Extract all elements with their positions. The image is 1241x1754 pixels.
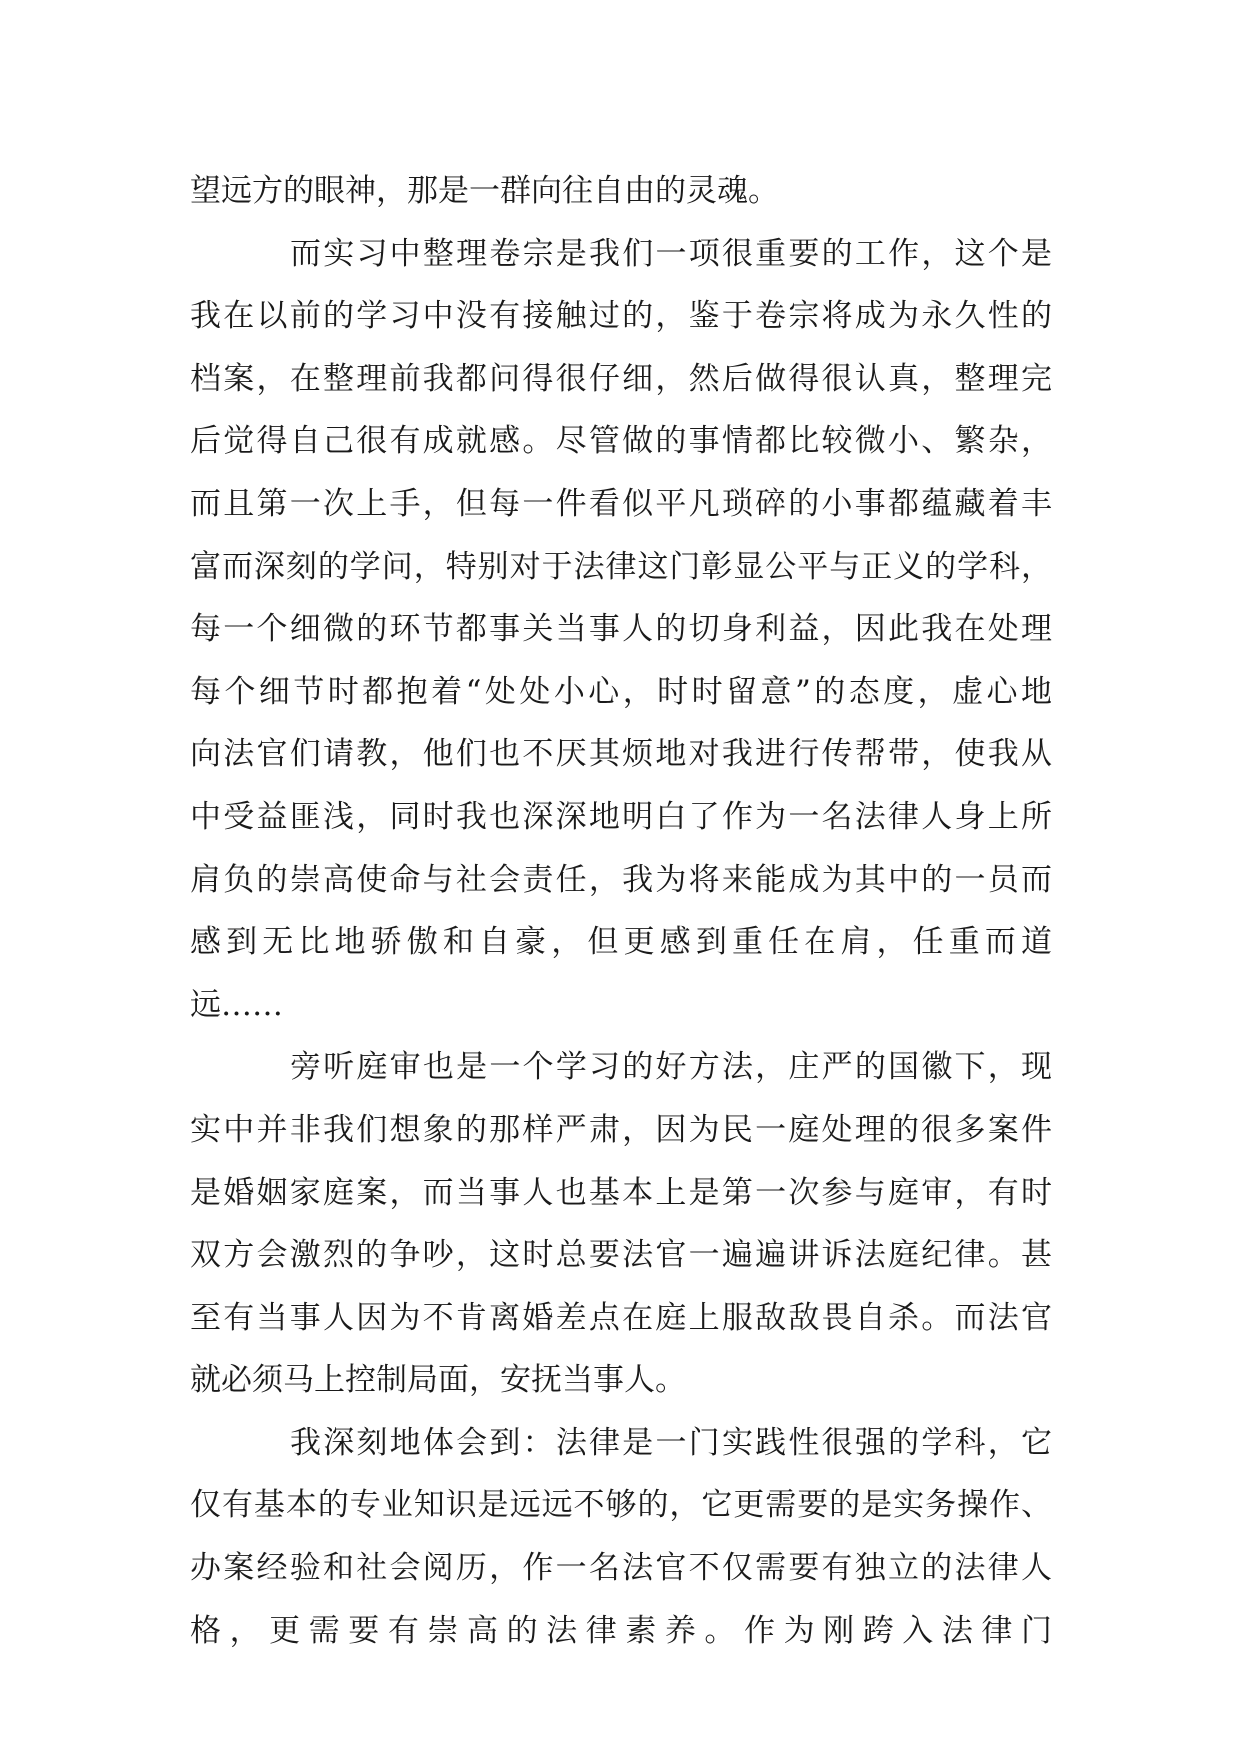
paragraph-first-line: 而实习中整理卷宗是我们一项很重要的工作，这个是 [290, 235, 1052, 272]
paragraph-first-line: 我深刻地体会到：法律是一门实践性很强的学科，它 [290, 1424, 1052, 1461]
text-line: 我在以前的学习中没有接触过的，鉴于卷宗将成为永久性的 [190, 298, 1052, 335]
text-line: 仅有基本的专业知识是远远不够的，它更需要的是实务操作、 [190, 1487, 1052, 1524]
text-line: 就必须马上控制局面，安抚当事人。 [190, 1362, 686, 1399]
text-line: 感到无比地骄傲和自豪，但更感到重任在肩，任重而道 [190, 924, 1052, 961]
paragraph-first-line: 旁听庭审也是一个学习的好方法，庄严的国徽下，现 [290, 1049, 1052, 1086]
text-line: 望远方的眼神，那是一群向往自由的灵魂。 [190, 173, 779, 209]
text-line: 办案经验和社会阅历，作一名法官不仅需要有独立的法律人 [190, 1550, 1052, 1587]
text-line: 富而深刻的学问，特别对于法律这门彰显公平与正义的学科， [190, 548, 1052, 585]
text-line: 是婚姻家庭案，而当事人也基本上是第一次参与庭审，有时 [190, 1174, 1052, 1211]
text-line: 肩负的崇高使命与社会责任，我为将来能成为其中的一员而 [190, 861, 1052, 898]
text-line: 中受益匪浅，同时我也深深地明白了作为一名法律人身上所 [190, 798, 1052, 835]
text-line: 每一个细微的环节都事关当事人的切身利益，因此我在处理 [190, 611, 1052, 648]
text-line: 档案，在整理前我都问得很仔细，然后做得很认真，整理完 [190, 360, 1052, 397]
text-line: 向法官们请教，他们也不厌其烦地对我进行传帮带，使我从 [190, 736, 1052, 773]
text-line: 实中并非我们想象的那样严肃，因为民一庭处理的很多案件 [190, 1111, 1052, 1148]
text-line: 每个细节时都抱着“处处小心，时时留意”的态度，虚心地 [190, 673, 1052, 710]
text-line: 格，更需要有崇高的法律素养。作为刚跨入法律门 [190, 1612, 1052, 1649]
text-line: 远…… [190, 986, 283, 1023]
text-line: 双方会激烈的争吵，这时总要法官一遍遍讲诉法庭纪律。甚 [190, 1237, 1052, 1274]
text-line: 至有当事人因为不肯离婚差点在庭上服敌敌畏自杀。而法官 [190, 1299, 1052, 1336]
body-text [190, 160, 1052, 1662]
text-line: 后觉得自己很有成就感。尽管做的事情都比较微小、繁杂， [190, 423, 1052, 460]
text-line: 而且第一次上手，但每一件看似平凡琐碎的小事都蕴藏着丰 [190, 485, 1052, 522]
